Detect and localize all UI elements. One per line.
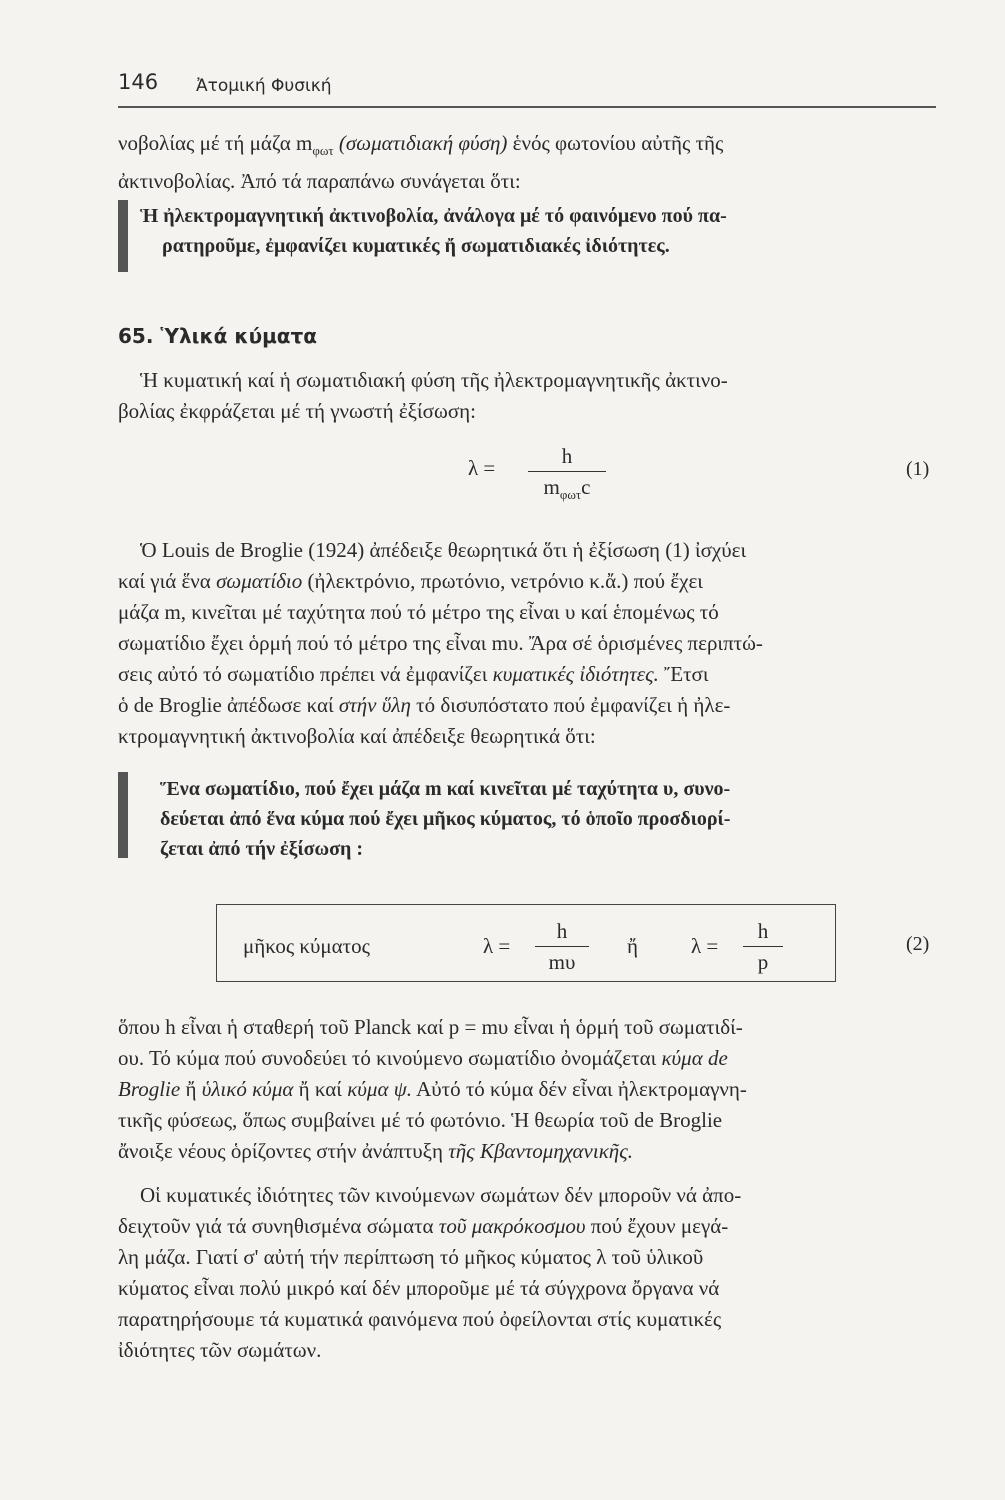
paragraph-2-cont: καί γιά ἕνα σωματίδιο (ἠλεκτρόνιο, πρωτόνιο, νετρόνιο κ.ἄ.) πού ἔχει μάζα m, κινεῖται μέ ταχύτητα πού τό μέτρο της εἶναι υ καί ἑπομένως τό σωματίδιο ἔχει ὁρμή πού τό μέτρο της εἶναι mυ. Ἄρα σέ ὁρισμένες περιπτώ- σεις αὐτό τό σωματίδιο πρέπει νά ἐμφανίζει κυματικές ἰδιότητες. Ἔτσι ὁ de Broglie ἀπέδωσε καί στήν ὕλη τό δισυπόστατο πού ἐμφανίζει ἡ ἠλε- κτρομαγνητική ἀκτινοβολία καί ἀπέδειξε θεωρητικά ὅτι: xyxy=(118,569,763,748)
page-number: 146 xyxy=(118,70,159,94)
intro-paragraph: νοβολίας μέ τή μάζα $m_{\varphi\omega\tau}$ (σωματιδιακή φύση) ἑνός φωτονίου αὐτῆς τῆς ἀκτινοβολίας. Ἀπό τά παραπάνω συνάγεται ὅτι: xyxy=(118,131,724,194)
paragraph-1-cont: βολίας ἐκφράζεται μέ τή γνωστή ἐξίσωση: xyxy=(118,399,476,423)
running-title: Ἀτομική Φυσική xyxy=(196,76,332,96)
paragraph-4: Οἱ κυματικές ἰδιότητες τῶν κινούμενων σωμάτων δέν μποροῦν νά ἀπο- xyxy=(140,1183,742,1207)
equation-2-box: μῆκος κύματος λ = $\frac{h}{m\upsilon}$ ἤ λ = $\frac{h}{p}$ xyxy=(216,904,836,982)
highlight-bar xyxy=(118,200,128,272)
highlight-statement-2: Ἕνα σωματίδιο, πού ἔχει μάζα m καί κινεῖται μέ ταχύτητα υ, συνο- δεύεται ἀπό ἕνα κύμα πού ἔχει μῆκος κύματος, τό ὁποῖο προσδιορί- ζεται ἀπό τήν ἐξίσωση : xyxy=(160,778,731,860)
header-rule xyxy=(118,106,936,108)
equation-2-number: (2) xyxy=(906,933,930,955)
highlight-bar-2 xyxy=(118,772,128,858)
highlight-statement-1: Ἡ ἠλεκτρομαγνητική ἀκτινοβολία, ἀνάλογα μέ τό φαινόμενο πού πα- ρατηροῦμε, ἐμφανίζει κυματικές ἤ σωματιδιακές ἰδιότητες. xyxy=(140,205,727,257)
section-title: Ὑλικά κύματα xyxy=(160,324,318,348)
section-number: 65. xyxy=(118,324,154,348)
equation-1-number: (1) xyxy=(906,458,930,480)
paragraph-4-cont: δειχτοῦν γιά τά συνηθισμένα σώματα τοῦ μακρόκοσμου πού ἔχουν μεγά- λη μάζα. Γιατί σ' αὐτή τήν περίπτωση τό μῆκος κύματος λ τοῦ ὑλικοῦ κύματος εἶναι πολύ μικρό καί δέν μποροῦμε μέ τά σύγχρονα ὄργανα νά παρατηρήσουμε τά κυματικά φαινόμενα πού ὀφείλονται στίς κυματικές ἰδιότητες τῶν σωμάτων. xyxy=(118,1214,729,1362)
paragraph-2: Ὁ Louis de Broglie (1924) ἀπέδειξε θεωρητικά ὅτι ἡ ἐξίσωση (1) ἰσχύει xyxy=(140,538,747,562)
paragraph-1: Ἡ κυματική καί ἡ σωματιδιακή φύση τῆς ἠλεκτρομαγνητικῆς ἀκτινο- xyxy=(140,368,728,392)
section-heading xyxy=(118,324,317,348)
paragraph-3: ὅπου h εἶναι ἡ σταθερή τοῦ Planck καί p = mυ εἶναι ἡ ὁρμή τοῦ σωματιδί- ου. Τό κύμα πού συνοδεύει τό κινούμενο σωματίδιο ὀνομάζεται κύμα de Broglie ἤ ὑλικό κύμα ἤ καί κύμα ψ. Αὐτό τό κύμα δέν εἶναι ἠλεκτρομαγνη- τικῆς φύσεως, ὅπως συμβαίνει μέ τό φωτόνιο. Ἡ θεωρία τοῦ de Broglie ἄνοιξε νέους ὁρίζοντες στήν ἀνάπτυξη τῆς Κβαντομηχανικῆς. xyxy=(118,1015,747,1163)
equation-2-label: μῆκος κύματος xyxy=(243,934,370,958)
